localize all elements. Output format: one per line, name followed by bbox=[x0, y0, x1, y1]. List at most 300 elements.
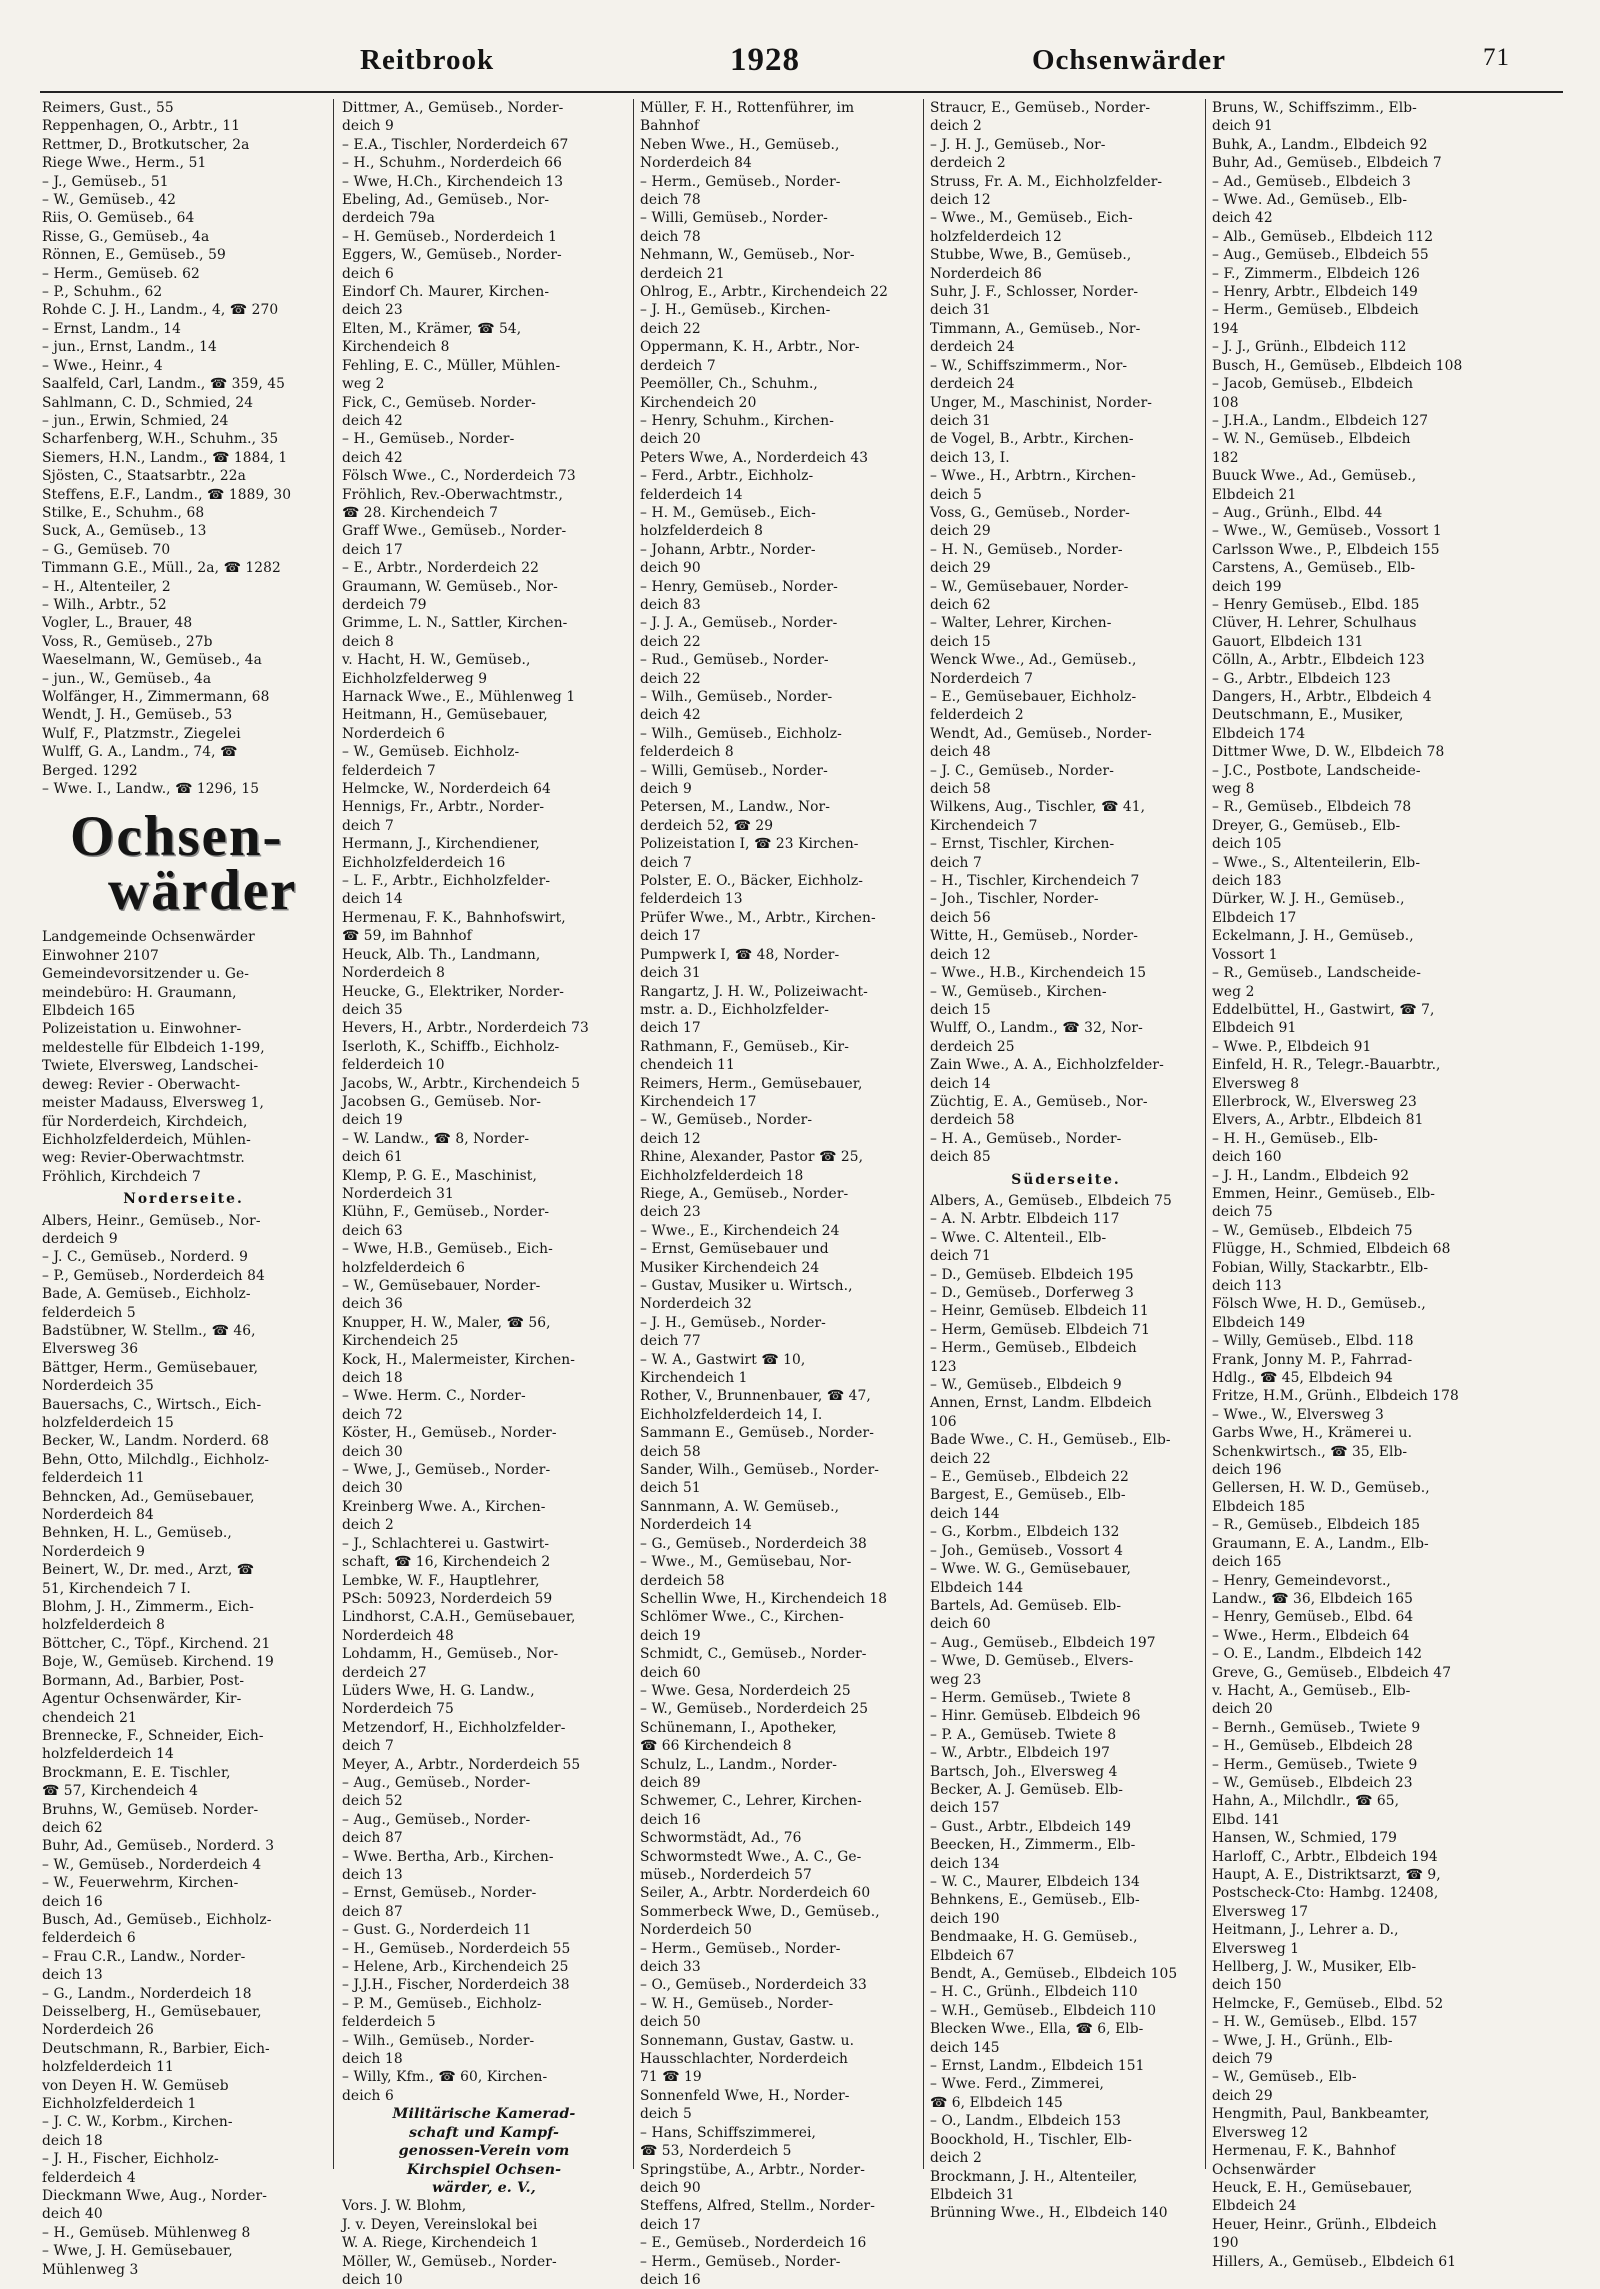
directory-entry: deich 78 bbox=[640, 228, 701, 245]
directory-entry: – H. W., Gemüseb., Elbd. 157 bbox=[1212, 2014, 1418, 2031]
directory-entry: Hellberg, J. W., Musiker, Elb- bbox=[1212, 1959, 1417, 1976]
directory-entry: – W., Gemüseb., Elbdeich 75 bbox=[1212, 1222, 1413, 1239]
directory-entry: Behnken, H. L., Gemüseb., bbox=[42, 1525, 232, 1542]
directory-entry: Prüfer Wwe., M., Arbtr., Kirchen- bbox=[640, 909, 876, 926]
directory-entry: Unger, M., Maschinist, Norder- bbox=[930, 394, 1153, 411]
town-info-line: Gemeindevorsitzender u. Ge- bbox=[42, 966, 249, 983]
directory-entry: Polizeistation I, ☎ 23 Kirchen- bbox=[640, 836, 859, 853]
column-divider bbox=[633, 99, 634, 2169]
directory-entry: – Wwe., Herm., Elbdeich 64 bbox=[1212, 1627, 1410, 1644]
directory-entry: holzfelderdeich 8 bbox=[640, 523, 764, 540]
directory-entry: deich 60 bbox=[640, 1664, 701, 1681]
directory-entry: Eckelmann, J. H., Gemüseb., bbox=[1212, 928, 1414, 945]
column-divider bbox=[1205, 99, 1206, 2169]
directory-entry: – E., Arbtr., Norderdeich 22 bbox=[342, 560, 540, 577]
directory-entry: Klühn, F., Gemüseb., Norder- bbox=[342, 1204, 550, 1221]
directory-entry: – W., Gemüseb., Elbdeich 9 bbox=[930, 1377, 1122, 1394]
directory-entry: – Aug., Gemüseb., Norder- bbox=[342, 1811, 531, 1828]
directory-entry: – L. F., Arbtr., Eichholzfelder- bbox=[342, 873, 551, 890]
directory-entry: weg 2 bbox=[1212, 983, 1255, 1000]
directory-entry: Landw., ☎ 36, Elbdeich 165 bbox=[1212, 1590, 1413, 1607]
directory-entry: derdeich 58 bbox=[640, 1572, 725, 1589]
directory-entry: deich 157 bbox=[930, 1800, 1000, 1817]
directory-entry: Norderdeich 26 bbox=[42, 2022, 154, 2039]
directory-entry: Bauersachs, C., Wirtsch., Eich- bbox=[42, 1396, 262, 1413]
directory-entry: Carstens, A., Gemüseb., Elb- bbox=[1212, 560, 1416, 577]
section-title-line: Ochsen- bbox=[70, 805, 284, 869]
directory-entry: – Ernst, Landm., 14 bbox=[42, 320, 182, 337]
directory-entry: derdeich 24 bbox=[930, 339, 1015, 356]
directory-entry: Waeselmann, W., Gemüseb., 4a bbox=[42, 652, 262, 669]
directory-entry: Fölsch Wwe., C., Norderdeich 73 bbox=[342, 468, 576, 485]
directory-entry: Elbdeich 67 bbox=[930, 1947, 1015, 1964]
directory-entry: – D., Gemüseb., Dorferweg 3 bbox=[930, 1285, 1134, 1301]
directory-entry: Wilkens, Aug., Tischler, ☎ 41, bbox=[930, 799, 1146, 816]
directory-entry: – P. M., Gemüseb., Eichholz- bbox=[342, 1995, 542, 2012]
directory-entry: Bargest, E., Gemüseb., Elb- bbox=[930, 1487, 1126, 1504]
directory-entry: Bruns, W., Schiffszimm., Elb- bbox=[1212, 100, 1417, 116]
directory-entry: Harloff, C., Arbtr., Elbdeich 194 bbox=[1212, 1848, 1438, 1865]
directory-entry: deich 23 bbox=[640, 1204, 701, 1221]
directory-entry: Buhr, Ad., Gemüseb., Norderd. 3 bbox=[42, 1838, 275, 1855]
directory-entry: Wendt, Ad., Gemüseb., Norder- bbox=[930, 725, 1152, 742]
directory-entry: – Herm., Gemüseb., Norder- bbox=[640, 2253, 841, 2270]
directory-entry: Rathmann, F., Gemüseb., Kir- bbox=[640, 1038, 849, 1055]
directory-entry: deich 23 bbox=[342, 302, 403, 319]
directory-entry: Scharfenberg, W.H., Schuhm., 35 bbox=[42, 431, 279, 448]
directory-entry: Elvers, A., Arbtr., Elbdeich 81 bbox=[1212, 1112, 1424, 1129]
directory-entry: schaft, ☎ 16, Kirchendeich 2 bbox=[342, 1554, 551, 1571]
directory-entry: Dangers, H., Arbtr., Elbdeich 4 bbox=[1212, 689, 1432, 705]
directory-entry: Nehmann, W., Gemüseb., Nor- bbox=[640, 247, 855, 264]
directory-entry: – W. N., Gemüseb., Elbdeich bbox=[1212, 431, 1411, 448]
directory-entry: Elbdeich 17 bbox=[1212, 909, 1297, 926]
directory-entry: Behn, Otto, Milchdlg., Eichholz- bbox=[42, 1451, 269, 1468]
directory-entry: Berged. 1292 bbox=[42, 762, 138, 779]
directory-entry: deich 52 bbox=[342, 1793, 403, 1810]
directory-entry: Dittmer Wwe, D. W., Elbdeich 78 bbox=[1212, 744, 1445, 761]
directory-entry: – W., Gemüseb., Elbdeich 23 bbox=[1212, 1774, 1413, 1791]
directory-entry: Neben Wwe., H., Gemüseb., bbox=[640, 136, 840, 153]
directory-entry: Heitmann, H., Gemüsebauer, bbox=[342, 707, 548, 724]
directory-entry: deich 6 bbox=[342, 265, 394, 282]
association-name: genossen-Verein vom bbox=[398, 2143, 570, 2160]
directory-entry: Vors. J. W. Blohm, bbox=[342, 2198, 467, 2215]
directory-entry: felderdeich 8 bbox=[640, 744, 734, 761]
directory-entry: – Jacob, Gemüseb., Elbdeich bbox=[1212, 376, 1414, 393]
directory-entry: – J., Schlachterei u. Gastwirt- bbox=[342, 1535, 550, 1552]
directory-entry: Heuck, Alb. Th., Landmann, bbox=[342, 946, 541, 963]
directory-entry: Ochsenwärder bbox=[1212, 2161, 1316, 2178]
directory-entry: – H. H., Gemüseb., Elb- bbox=[1212, 1130, 1378, 1147]
directory-entry: – Wwe., E., Kirchendeich 24 bbox=[640, 1222, 840, 1239]
directory-entry: Norderdeich 31 bbox=[342, 1185, 454, 1202]
directory-entry: derdeich 27 bbox=[342, 1664, 427, 1681]
directory-entry: Albers, Heinr., Gemüseb., Nor- bbox=[42, 1212, 261, 1229]
directory-entry: deich 13 bbox=[342, 1867, 403, 1883]
directory-entry: Sonnemann, Gustav, Gastw. u. bbox=[640, 2032, 855, 2049]
directory-entry: – Wwe. I., Landw., ☎ 1296, 15 bbox=[42, 781, 260, 798]
directory-entry: – R., Gemüseb., Landscheide- bbox=[1212, 965, 1422, 982]
directory-entry: – W.H., Gemüseb., Elbdeich 110 bbox=[930, 2002, 1157, 2019]
directory-entry: – J. J. A., Gemüseb., Norder- bbox=[640, 615, 838, 632]
directory-entry: Bormann, Ad., Barbier, Post- bbox=[42, 1672, 245, 1689]
directory-entry: deich 78 bbox=[640, 192, 701, 209]
directory-entry: Riege, A., Gemüseb., Norder- bbox=[640, 1185, 849, 1202]
directory-entry: – Aug., Grünh., Elbd. 44 bbox=[1212, 504, 1383, 521]
directory-entry: – Henry, Schuhm., Kirchen- bbox=[640, 412, 835, 429]
directory-entry: Helmcke, W., Norderdeich 64 bbox=[342, 781, 551, 798]
directory-entry: deich 165 bbox=[1212, 1554, 1282, 1571]
directory-entry: 108 bbox=[1212, 394, 1239, 411]
town-info-line: Elbdeich 165 bbox=[42, 1003, 136, 1020]
directory-entry: Brockmann, J. H., Altenteiler, bbox=[930, 2168, 1138, 2185]
directory-entry: deich 50 bbox=[640, 2014, 701, 2031]
directory-entry: – W., Gemüseb., Kirchen- bbox=[930, 983, 1107, 1000]
directory-entry: deich 31 bbox=[930, 302, 991, 319]
directory-entry: – P., Schuhm., 62 bbox=[42, 284, 163, 301]
directory-entry: – J. H., Landm., Elbdeich 92 bbox=[1212, 1167, 1410, 1184]
directory-entry: deich 145 bbox=[930, 2039, 1000, 2056]
directory-entry: – Wwe., W., Gemüseb., Vossort 1 bbox=[1212, 523, 1442, 540]
directory-entry: – Rud., Gemüseb., Norder- bbox=[640, 652, 829, 669]
directory-entry: – W., Gemüseb., 42 bbox=[42, 192, 176, 209]
directory-entry: Reimers, Gust., 55 bbox=[42, 100, 174, 116]
directory-entry: – Henry Gemüseb., Elbd. 185 bbox=[1212, 596, 1420, 613]
directory-entry: Schlömer Wwe., C., Kirchen- bbox=[640, 1609, 844, 1626]
directory-entry: Meyer, A., Arbtr., Norderdeich 55 bbox=[342, 1756, 581, 1773]
directory-entry: deich 17 bbox=[640, 2216, 701, 2233]
directory-entry: Saalfeld, Carl, Landm., ☎ 359, 45 bbox=[42, 376, 286, 393]
directory-entry: Zain Wwe., A. A., Eichholzfelder- bbox=[930, 1057, 1164, 1074]
directory-entry: – Henry, Gemüseb., Norder- bbox=[640, 578, 838, 595]
directory-entry: Heuck, E. H., Gemüsebauer, bbox=[1212, 2179, 1413, 2196]
directory-entry: deich 90 bbox=[640, 560, 701, 577]
directory-entry: Gauort, Elbdeich 131 bbox=[1212, 633, 1364, 650]
directory-entry: deich 40 bbox=[42, 2206, 103, 2223]
directory-entry: – Willi, Gemüseb., Norder- bbox=[640, 762, 828, 779]
directory-entry: Eindorf Ch. Maurer, Kirchen- bbox=[342, 284, 550, 301]
directory-entry: J. v. Deyen, Vereinslokal bei bbox=[342, 2216, 538, 2233]
column-divider bbox=[333, 99, 334, 2169]
town-info-line: Polizeistation u. Einwohner- bbox=[42, 1021, 242, 1038]
directory-entry: Elversweg 36 bbox=[42, 1341, 139, 1358]
column-divider bbox=[923, 99, 924, 2169]
directory-entry: Struss, Fr. A. M., Eichholzfelder- bbox=[930, 173, 1163, 190]
directory-entry: Ellerbrock, W., Elversweg 23 bbox=[1212, 1093, 1417, 1110]
directory-entry: Vogler, L., Brauer, 48 bbox=[42, 615, 193, 632]
directory-entry: Norderdeich 35 bbox=[42, 1378, 154, 1395]
directory-entry: 106 bbox=[930, 1413, 957, 1430]
directory-entry: deich 6 bbox=[342, 2087, 394, 2104]
directory-entry: Sjösten, C., Staatsarbtr., 22a bbox=[42, 468, 246, 485]
directory-entry: derdeich 2 bbox=[930, 155, 1006, 172]
directory-entry: – W. A., Gastwirt ☎ 10, bbox=[640, 1351, 806, 1368]
directory-entry: deich 35 bbox=[342, 1001, 403, 1018]
directory-entry: Boockhold, H., Tischler, Elb- bbox=[930, 2131, 1132, 2148]
directory-entry: – F., Zimmerm., Elbdeich 126 bbox=[1212, 265, 1420, 282]
directory-entry: Jacobs, W., Arbtr., Kirchendeich 5 bbox=[342, 1075, 581, 1092]
directory-entry: Peters Wwe, A., Norderdeich 43 bbox=[640, 449, 869, 466]
directory-entry: Buuck Wwe., Ad., Gemüseb., bbox=[1212, 468, 1417, 485]
directory-entry: – Ernst, Tischler, Kirchen- bbox=[930, 836, 1115, 853]
directory-entry: deich 183 bbox=[1212, 873, 1282, 890]
directory-entry: Helmcke, F., Gemüseb., Elbd. 52 bbox=[1212, 1995, 1444, 2012]
entry-list bbox=[930, 99, 1202, 2223]
directory-entry: deich 48 bbox=[930, 744, 991, 761]
directory-entry: – Joh., Gemüseb., Vossort 4 bbox=[930, 1542, 1124, 1559]
directory-entry: Norderdeich 8 bbox=[342, 965, 446, 982]
directory-entry: Lembke, W. F., Hauptlehrer, bbox=[342, 1572, 540, 1589]
directory-entry: mstr. a. D., Eichholzfelder- bbox=[640, 1001, 829, 1018]
directory-entry: Timmann G.E., Müll., 2a, ☎ 1282 bbox=[42, 560, 281, 577]
directory-entry: Norderdeich 9 bbox=[42, 1543, 146, 1560]
directory-entry: – Ernst, Landm., Elbdeich 151 bbox=[930, 2058, 1145, 2075]
directory-entry: – Wwe. P., Elbdeich 91 bbox=[1212, 1038, 1372, 1055]
directory-entry: Behncken, Ad., Gemüsebauer, bbox=[42, 1488, 255, 1505]
directory-entry: felderdeich 4 bbox=[42, 2169, 136, 2186]
directory-entry: deich 134 bbox=[930, 1855, 1000, 1872]
directory-entry: Stubbe, Wwe, B., Gemüseb., bbox=[930, 247, 1132, 264]
directory-entry: deich 7 bbox=[342, 817, 394, 834]
directory-entry: deich 36 bbox=[342, 1296, 403, 1313]
directory-entry: Knupper, H. W., Maler, ☎ 56, bbox=[342, 1314, 551, 1331]
header-year: 1928 bbox=[730, 42, 800, 78]
town-info-line: für Norderdeich, Kirchdeich, bbox=[42, 1113, 248, 1130]
directory-entry: Schulz, L., Landm., Norder- bbox=[640, 1756, 837, 1773]
directory-entry: Elversweg 12 bbox=[1212, 2124, 1309, 2141]
directory-entry: – J. H., Gemüseb., Norder- bbox=[640, 1314, 826, 1331]
directory-entry: chendeich 11 bbox=[640, 1057, 735, 1074]
directory-entry: Wulf, F., Platzmstr., Ziegelei bbox=[42, 725, 241, 742]
directory-entry: – J. H. J., Gemüseb., Nor- bbox=[930, 136, 1106, 153]
directory-entry: – P. A., Gemüseb. Twiete 8 bbox=[930, 1726, 1117, 1743]
directory-entry: – A. N. Arbtr. Elbdeich 117 bbox=[930, 1211, 1120, 1228]
directory-entry: Lindhorst, C.A.H., Gemüsebauer, bbox=[342, 1609, 576, 1626]
directory-entry: deich 2 bbox=[930, 118, 982, 135]
directory-entry: deich 5 bbox=[930, 486, 982, 503]
directory-entry: Norderdeich 14 bbox=[640, 1517, 752, 1534]
directory-entry: – Johann, Arbtr., Norder- bbox=[640, 541, 816, 558]
directory-entry: – Wwe., S., Altenteilerin, Elb- bbox=[1212, 854, 1421, 871]
directory-entry: deich 8 bbox=[342, 633, 394, 650]
directory-entry: Kock, H., Malermeister, Kirchen- bbox=[342, 1351, 575, 1368]
directory-entry: Beecken, H., Zimmerm., Elb- bbox=[930, 1837, 1136, 1854]
directory-entry: – Wwe. Ferd., Zimmerei, bbox=[930, 2076, 1104, 2093]
directory-entry: Kirchendeich 8 bbox=[342, 339, 450, 356]
directory-entry: deich 12 bbox=[640, 1130, 701, 1147]
directory-entry: Norderdeich 6 bbox=[342, 725, 446, 742]
directory-entry: Eichholzfelderdeich 14, I. bbox=[640, 1406, 823, 1423]
directory-entry: deich 17 bbox=[342, 541, 403, 558]
directory-entry: Postscheck-Cto: Hambg. 12408, bbox=[1212, 1885, 1439, 1902]
directory-entry: felderdeich 6 bbox=[42, 1930, 136, 1947]
directory-entry: Jacobsen G., Gemüseb. Nor- bbox=[342, 1093, 542, 1110]
directory-entry: Buhk, A., Landm., Elbdeich 92 bbox=[1212, 136, 1428, 153]
directory-entry: Harnack Wwe., E., Mühlenweg 1 bbox=[342, 689, 576, 705]
subheading: Süderseite. bbox=[1011, 1171, 1121, 1188]
directory-entry: Mühlenweg 3 bbox=[42, 2261, 139, 2278]
directory-entry: deich 13, I. bbox=[930, 449, 1010, 466]
entry-list bbox=[342, 99, 626, 2105]
directory-entry: – H. A., Gemüseb., Norder- bbox=[930, 1130, 1122, 1147]
directory-entry: Klemp, P. G. E., Maschinist, bbox=[342, 1167, 537, 1184]
directory-entry: deich 12 bbox=[930, 192, 991, 209]
directory-entry: Fölsch Wwe, H. D., Gemüseb., bbox=[1212, 1296, 1426, 1313]
directory-entry: Ohlrog, E., Arbtr., Kirchendeich 22 bbox=[640, 284, 888, 301]
directory-entry: deich 13 bbox=[42, 1967, 103, 1984]
directory-entry: von Deyen H. W. Gemüseb bbox=[42, 2077, 229, 2094]
directory-entry: Dürker, W. J. H., Gemüseb., bbox=[1212, 891, 1405, 908]
directory-entry: – J.H.A., Landm., Elbdeich 127 bbox=[1212, 412, 1429, 429]
directory-entry: deich 62 bbox=[42, 1819, 103, 1836]
directory-entry: Carlsson Wwe., P., Elbdeich 155 bbox=[1212, 541, 1440, 558]
directory-entry: de Vogel, B., Arbtr., Kirchen- bbox=[930, 431, 1134, 448]
directory-entry: Eichholzfelderdeich 1 bbox=[42, 2096, 197, 2113]
directory-entry: ☎ 28. Kirchendeich 7 bbox=[342, 504, 499, 521]
directory-entry: Voss, R., Gemüseb., 27b bbox=[42, 633, 213, 650]
directory-entry: Hennigs, Fr., Arbtr., Norder- bbox=[342, 799, 545, 816]
directory-entry: Kirchendeich 17 bbox=[640, 1093, 757, 1110]
directory-entry: Hahn, A., Milchdlr., ☎ 65, bbox=[1212, 1793, 1400, 1810]
directory-entry: – Ad., Gemüseb., Elbdeich 3 bbox=[1212, 173, 1411, 190]
directory-entry: Elversweg 17 bbox=[1212, 1903, 1309, 1920]
directory-entry: Bättger, Herm., Gemüsebauer, bbox=[42, 1359, 259, 1376]
directory-entry: Eichholzfelderdeich 18 bbox=[640, 1167, 804, 1184]
directory-entry: Kirchendeich 7 bbox=[930, 817, 1038, 834]
directory-entry: Lüders Wwe, H. G. Landw., bbox=[342, 1682, 535, 1699]
directory-entry: v. Hacht, H. W., Gemüseb., bbox=[342, 652, 531, 669]
directory-entry: deich 42 bbox=[342, 449, 403, 466]
association-name: Militärische Kamerad- bbox=[392, 2106, 576, 2123]
directory-entry: – W. H., Gemüseb., Norder- bbox=[640, 1995, 834, 2012]
directory-entry: Straucr, E., Gemüseb., Norder- bbox=[930, 100, 1151, 116]
directory-entry: Brünning Wwe., H., Elbdeich 140 bbox=[930, 2205, 1168, 2222]
directory-entry: Annen, Ernst, Landm. Elbdeich bbox=[930, 1395, 1152, 1412]
directory-entry: deich 85 bbox=[930, 1149, 991, 1166]
directory-entry: Metzendorf, H., Eichholzfelder- bbox=[342, 1719, 566, 1736]
directory-entry: deich 9 bbox=[640, 781, 692, 798]
directory-entry: – Herm., Gemüseb., Elbdeich bbox=[1212, 302, 1419, 319]
directory-entry: – R., Gemüseb., Elbdeich 185 bbox=[1212, 1517, 1421, 1534]
directory-entry: deich 31 bbox=[930, 412, 991, 429]
directory-entry: – Wwe., M., Gemüseb., Eich- bbox=[930, 210, 1133, 227]
town-info-list bbox=[42, 928, 325, 1186]
directory-entry: – J.J.H., Fischer, Norderdeich 38 bbox=[342, 1977, 570, 1994]
section-title bbox=[70, 805, 325, 923]
directory-entry: Norderdeich 50 bbox=[640, 1922, 752, 1939]
directory-entry: – Herm, Gemüseb. Elbdeich 71 bbox=[930, 1321, 1151, 1338]
directory-entry: Cölln, A., Arbtr., Elbdeich 123 bbox=[1212, 652, 1425, 669]
directory-entry: 194 bbox=[1212, 320, 1239, 337]
directory-entry: deich 79 bbox=[1212, 2051, 1273, 2068]
directory-entry: – Wwe., M., Gemüsebau, Nor- bbox=[640, 1554, 852, 1571]
directory-entry: – G., Landm., Norderdeich 18 bbox=[42, 1985, 252, 2002]
directory-entry: deich 77 bbox=[640, 1333, 701, 1350]
directory-entry: – E., Gemüseb., Elbdeich 22 bbox=[930, 1469, 1129, 1486]
directory-entry: deich 61 bbox=[342, 1149, 403, 1166]
directory-entry: – W., Gemüseb., Norderdeich 25 bbox=[640, 1701, 869, 1718]
directory-entry: 71 ☎ 19 bbox=[640, 2069, 702, 2086]
directory-entry: deich 7 bbox=[342, 1738, 394, 1755]
directory-entry: Schmidt, C., Gemüseb., Norder- bbox=[640, 1646, 867, 1663]
directory-entry: Wolfänger, H., Zimmermann, 68 bbox=[42, 689, 270, 705]
directory-entry: – H., Gemüseb., Norderdeich 55 bbox=[342, 1940, 571, 1957]
subheading: Norderseite. bbox=[123, 1191, 244, 1208]
directory-entry: Busch, H., Gemüseb., Elbdeich 108 bbox=[1212, 357, 1463, 374]
directory-entry: Gellersen, H. W. D., Gemüseb., bbox=[1212, 1480, 1430, 1497]
directory-entry: Müller, F. H., Rottenführer, im bbox=[640, 100, 855, 116]
directory-entry: Reimers, Herm., Gemüsebauer, bbox=[640, 1075, 863, 1092]
directory-entry: – Gust. G., Norderdeich 11 bbox=[342, 1922, 532, 1939]
directory-entry: deich 89 bbox=[640, 1774, 701, 1791]
directory-entry: Hansen, W., Schmied, 179 bbox=[1212, 1830, 1398, 1847]
directory-entry: deich 60 bbox=[930, 1616, 991, 1633]
directory-entry: derdeich 9 bbox=[42, 1230, 118, 1247]
association-name: schaft und Kampf- bbox=[409, 2124, 559, 2141]
directory-entry: Reppenhagen, O., Arbtr., 11 bbox=[42, 118, 241, 135]
directory-entry: deich 22 bbox=[640, 633, 701, 650]
directory-entry: Sonnenfeld Wwe, H., Norder- bbox=[640, 2087, 850, 2104]
directory-entry: Suhr, J. F., Schlosser, Norder- bbox=[930, 284, 1139, 301]
directory-entry: deich 30 bbox=[342, 1443, 403, 1460]
directory-entry: – D., Gemüseb. Elbdeich 195 bbox=[930, 1266, 1134, 1283]
entry-list bbox=[42, 1190, 325, 2279]
directory-entry: Rangartz, J. H. W., Polizeiwacht- bbox=[640, 983, 868, 1000]
directory-entry: Suck, A., Gemüseb., 13 bbox=[42, 523, 207, 540]
directory-entry: deich 16 bbox=[42, 1893, 103, 1910]
directory-entry: – W., Gemüseb., Norderdeich 4 bbox=[42, 1856, 262, 1873]
directory-entry: Sander, Wilh., Gemüseb., Norder- bbox=[640, 1462, 880, 1479]
directory-entry: Heucke, G., Elektriker, Norder- bbox=[342, 983, 565, 1000]
directory-entry: – W., Gemüsebauer, Norder- bbox=[342, 1278, 541, 1294]
directory-entry: Witte, H., Gemüseb., Norder- bbox=[930, 928, 1138, 945]
directory-entry: Bade Wwe., C. H., Gemüseb., Elb- bbox=[930, 1432, 1171, 1449]
directory-entry: – J. C. W., Korbm., Kirchen- bbox=[42, 2114, 233, 2131]
directory-entry: Hillers, A., Gemüseb., Elbdeich 61 bbox=[1212, 2253, 1457, 2270]
directory-entry: Schünemann, I., Apotheker, bbox=[640, 1719, 837, 1736]
directory-entry: deich 29 bbox=[1212, 2087, 1273, 2104]
column-2 bbox=[342, 99, 626, 2288]
directory-entry: – W., Feuerwehrm, Kirchen- bbox=[42, 1875, 239, 1892]
directory-entry: – Wwe., W., Elversweg 3 bbox=[1212, 1406, 1384, 1423]
directory-entry: weg 2 bbox=[342, 376, 385, 393]
directory-entry: deich 87 bbox=[342, 1903, 403, 1920]
directory-entry: – H., Gemüseb., Elbdeich 28 bbox=[1212, 1738, 1413, 1755]
directory-entry: deich 42 bbox=[342, 412, 403, 429]
directory-entry: deich 16 bbox=[640, 2271, 701, 2288]
directory-entry: – Ernst, Gemüsebauer und bbox=[640, 1241, 829, 1258]
directory-entry: – J. C., Gemüseb., Norder- bbox=[930, 762, 1114, 779]
directory-entry: – Wwe. C. Altenteil., Elb- bbox=[930, 1229, 1107, 1246]
directory-entry: Siemers, H.N., Landm., ☎ 1884, 1 bbox=[42, 449, 288, 466]
directory-entry: weg 23 bbox=[930, 1671, 982, 1688]
association-name: Kirchspiel Ochsen- bbox=[406, 2161, 562, 2178]
town-info-line: Eichholzfelderdeich, Mühlen- bbox=[42, 1131, 251, 1148]
directory-entry: – W. Landw., ☎ 8, Norder- bbox=[342, 1130, 530, 1147]
directory-entry: deich 22 bbox=[640, 320, 701, 337]
directory-entry: deich 7 bbox=[930, 854, 982, 871]
directory-entry: deich 72 bbox=[342, 1406, 403, 1423]
directory-entry: – Wilh., Gemüseb., Norder- bbox=[640, 689, 833, 705]
directory-entry: Hermann, J., Kirchendiener, bbox=[342, 836, 540, 853]
directory-entry: – jun., W., Gemüseb., 4a bbox=[42, 670, 212, 687]
directory-entry: Pumpwerk I, ☎ 48, Norder- bbox=[640, 946, 840, 963]
directory-entry: – Walter, Lehrer, Kirchen- bbox=[930, 615, 1112, 632]
directory-entry: Greve, G., Gemüseb., Elbdeich 47 bbox=[1212, 1664, 1452, 1681]
directory-entry: deich 56 bbox=[930, 909, 991, 926]
directory-entry: deich 105 bbox=[1212, 836, 1282, 853]
